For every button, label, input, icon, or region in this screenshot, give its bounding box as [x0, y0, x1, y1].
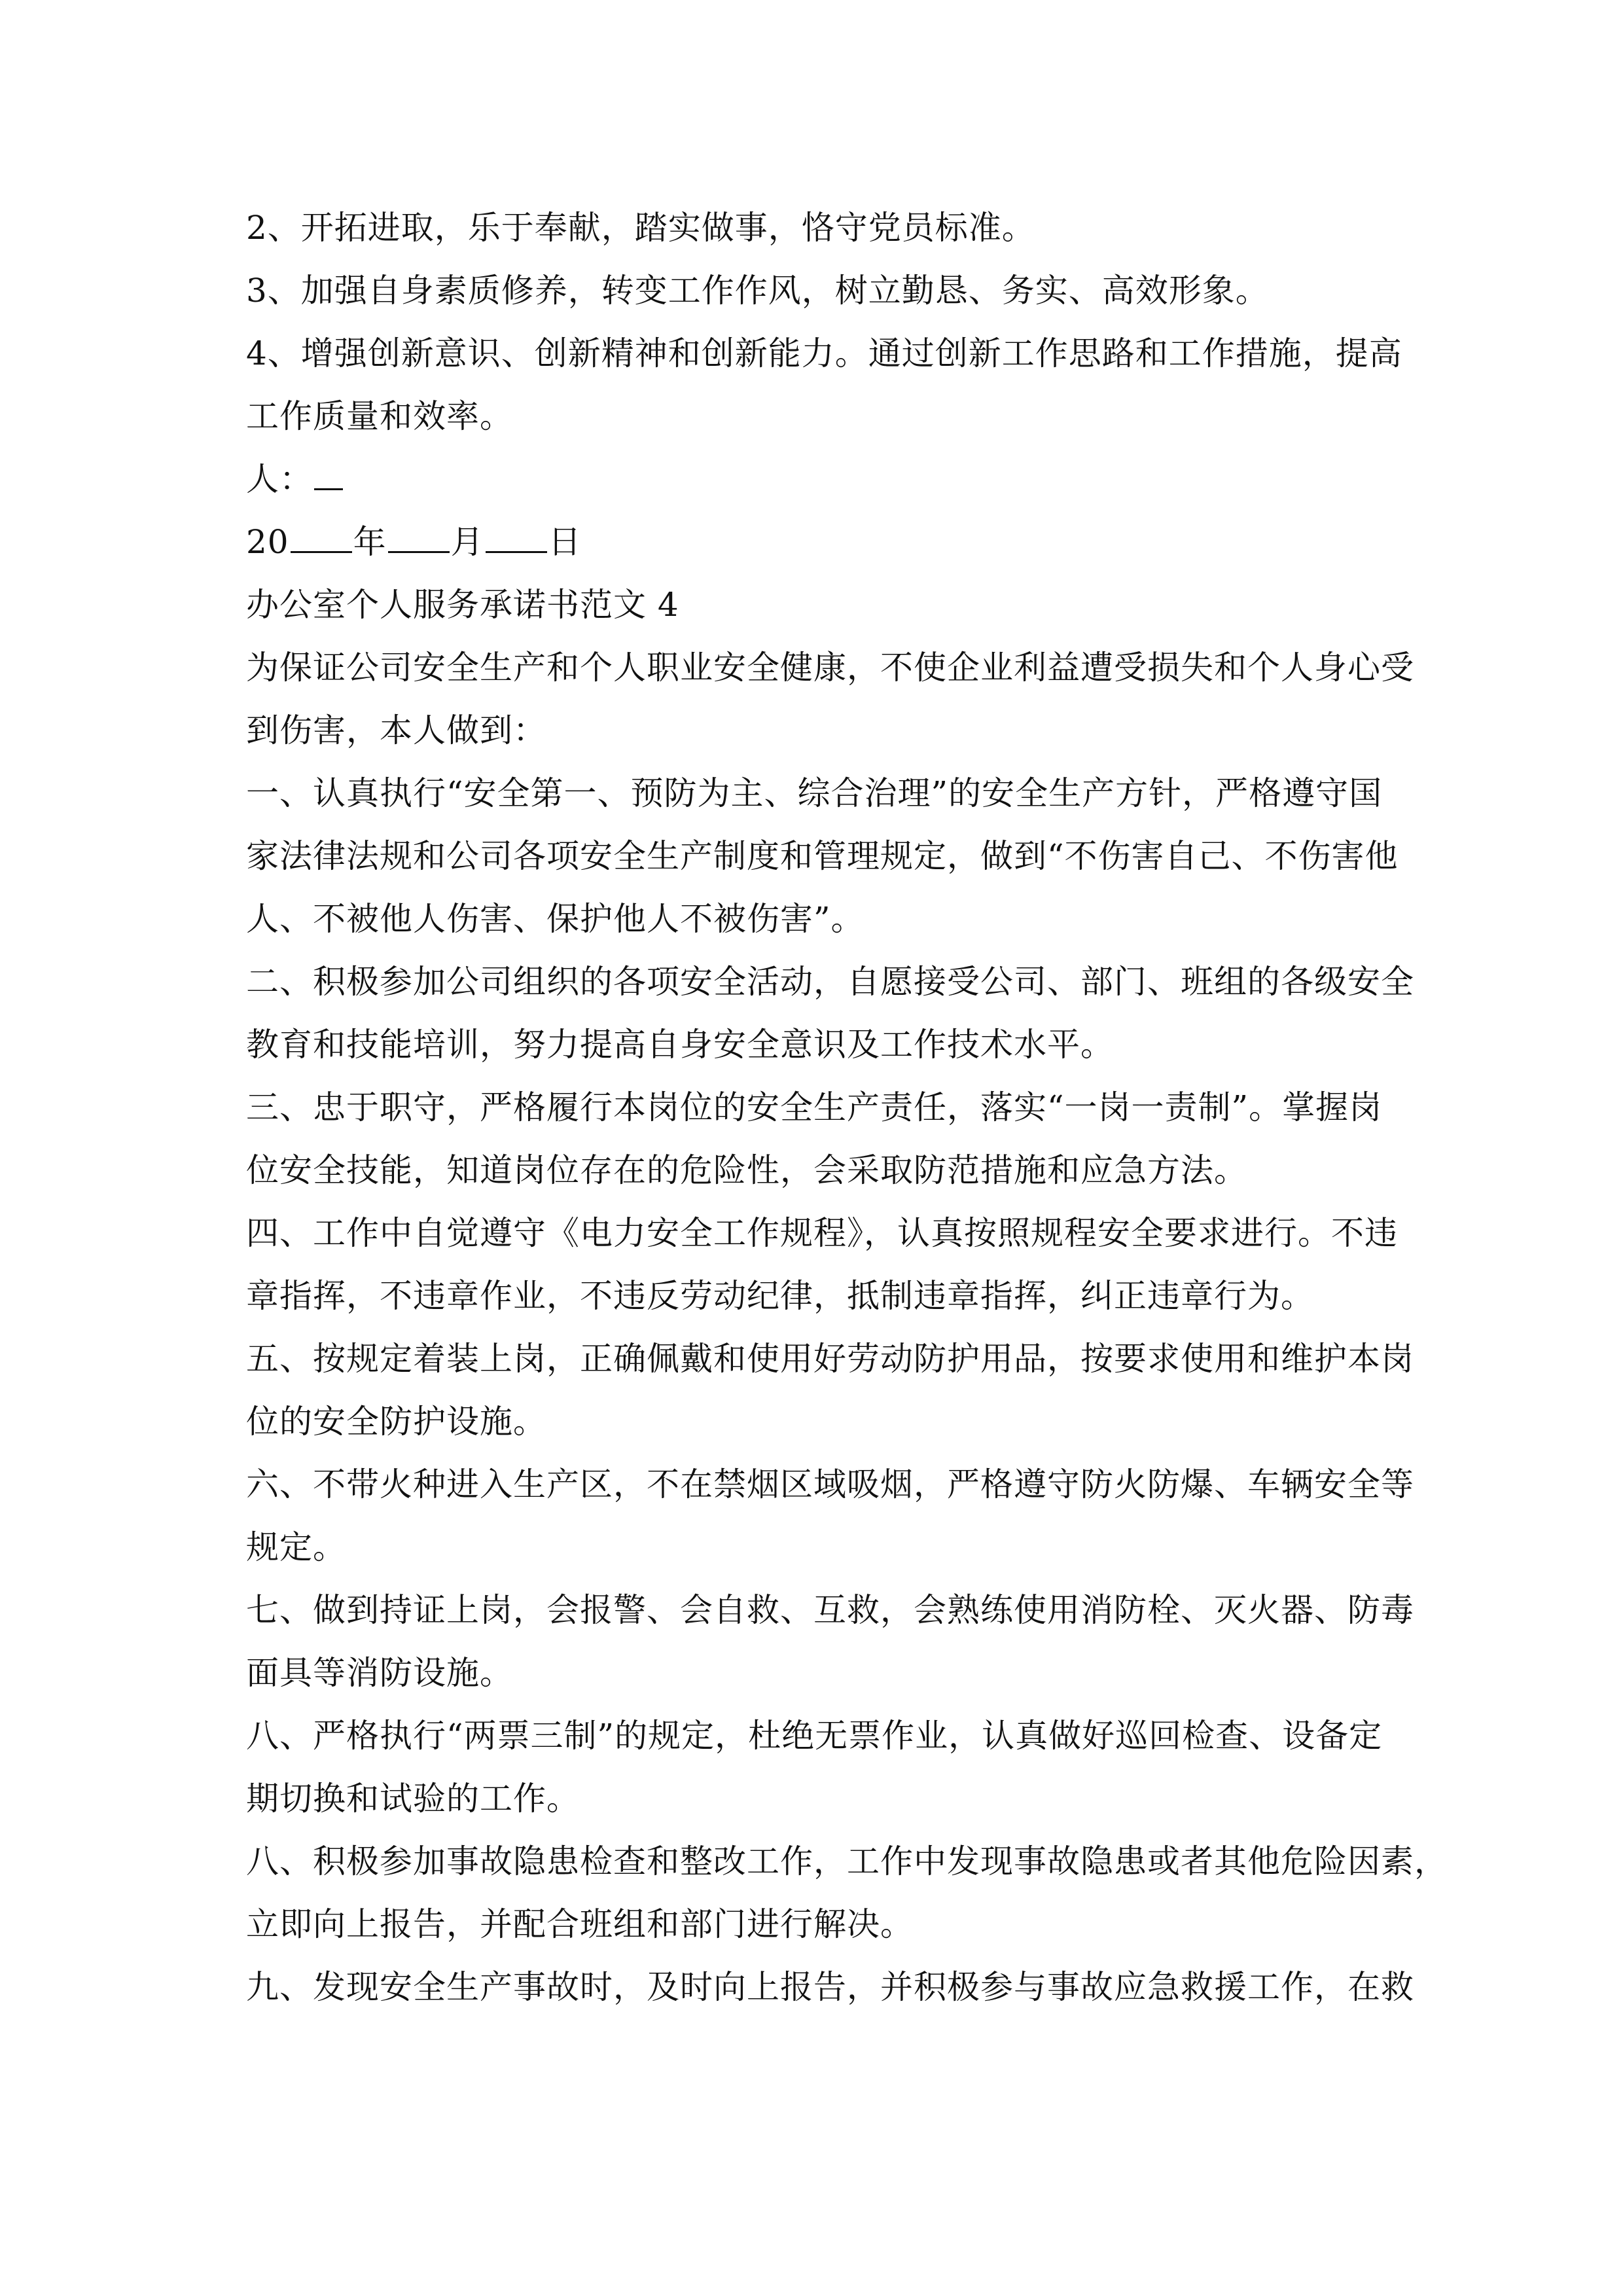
year-blank [291, 528, 352, 553]
rule-5: 五、按规定着装上岗，正确佩戴和使用好劳动防护用品，按要求使用和维护本岗 [246, 1340, 1414, 1378]
rule-4-end: 章指挥，不违章作业，不违反劳动纪律，抵制违章指挥，纠正违章行为。 [246, 1277, 1314, 1315]
document-page [246, 196, 1448, 2018]
year-label: 年 [353, 523, 387, 561]
signature-label: 人： [246, 460, 313, 498]
rule-2-end: 教育和技能培训，努力提高自身安全意识及工作技术水平。 [246, 1026, 1114, 1064]
rule-2: 二、积极参加公司组织的各项安全活动，自愿接受公司、部门、班组的各级安全 [246, 963, 1414, 1001]
rule-5-end: 位的安全防护设施。 [246, 1403, 546, 1441]
month-blank [388, 528, 450, 553]
rule-3: 三、忠于职守，严格履行本岗位的安全生产责任，落实“一岗一责制”。掌握岗 [246, 1088, 1383, 1126]
rule-8: 八、严格执行“两票三制”的规定，杜绝无票作业，认真做好巡回检查、设备定 [246, 1717, 1383, 1755]
rule-8b: 八、积极参加事故隐患检查和整改工作，工作中发现事故隐患或者其他危险因素， [246, 1842, 1448, 1880]
date-prefix: 20 [246, 523, 289, 561]
rule-1: 一、认真执行“安全第一、预防为主、综合治理”的安全生产方针，严格遵守国 [246, 774, 1383, 812]
date-line [246, 511, 1378, 573]
month-label: 月 [450, 523, 484, 561]
rule-7-end: 面具等消防设施。 [246, 1654, 513, 1692]
rule-8-end: 期切换和试验的工作。 [246, 1780, 580, 1818]
commitment-item-4: 4、增强创新意识、创新精神和创新能力。通过创新工作思路和工作措施，提高 [246, 334, 1402, 372]
signature-line [246, 448, 1378, 511]
signature-blank [314, 465, 343, 490]
rule-8b-end: 立即向上报告，并配合班组和部门进行解决。 [246, 1905, 914, 1943]
day-label: 日 [548, 523, 582, 561]
day-blank [486, 528, 547, 553]
intro-paragraph-cont: 到伤害，本人做到： [246, 711, 546, 749]
intro-paragraph: 为保证公司安全生产和个人职业安全健康，不使企业利益遭受损失和个人身心受 [246, 649, 1414, 687]
commitment-item-3: 3、加强自身素质修养，转变工作作风，树立勤恳、务实、高效形象。 [246, 272, 1269, 310]
rule-9: 九、发现安全生产事故时，及时向上报告，并积极参与事故应急救援工作，在救 [246, 1968, 1414, 2006]
rule-4: 四、工作中自觉遵守《电力安全工作规程》，认真按照规程安全要求进行。不违 [246, 1214, 1398, 1252]
commitment-item-2: 2、开拓进取，乐于奉献，踏实做事，恪守党员标准。 [246, 209, 1035, 247]
section-title: 办公室个人服务承诺书范文 4 [246, 586, 679, 624]
rule-6: 六、不带火种进入生产区，不在禁烟区域吸烟，严格遵守防火防爆、车辆安全等 [246, 1465, 1414, 1503]
rule-1-cont: 家法律法规和公司各项安全生产制度和管理规定，做到“不伤害自己、不伤害他 [246, 837, 1399, 875]
commitment-item-4-cont: 工作质量和效率。 [246, 397, 513, 435]
rule-6-end: 规定。 [246, 1528, 346, 1566]
rule-1-end: 人、不被他人伤害、保护他人不被伤害”。 [246, 900, 865, 938]
rule-7: 七、做到持证上岗，会报警、会自救、互救，会熟练使用消防栓、灭火器、防毒 [246, 1591, 1414, 1629]
rule-3-end: 位安全技能，知道岗位存在的危险性，会采取防范措施和应急方法。 [246, 1151, 1247, 1189]
